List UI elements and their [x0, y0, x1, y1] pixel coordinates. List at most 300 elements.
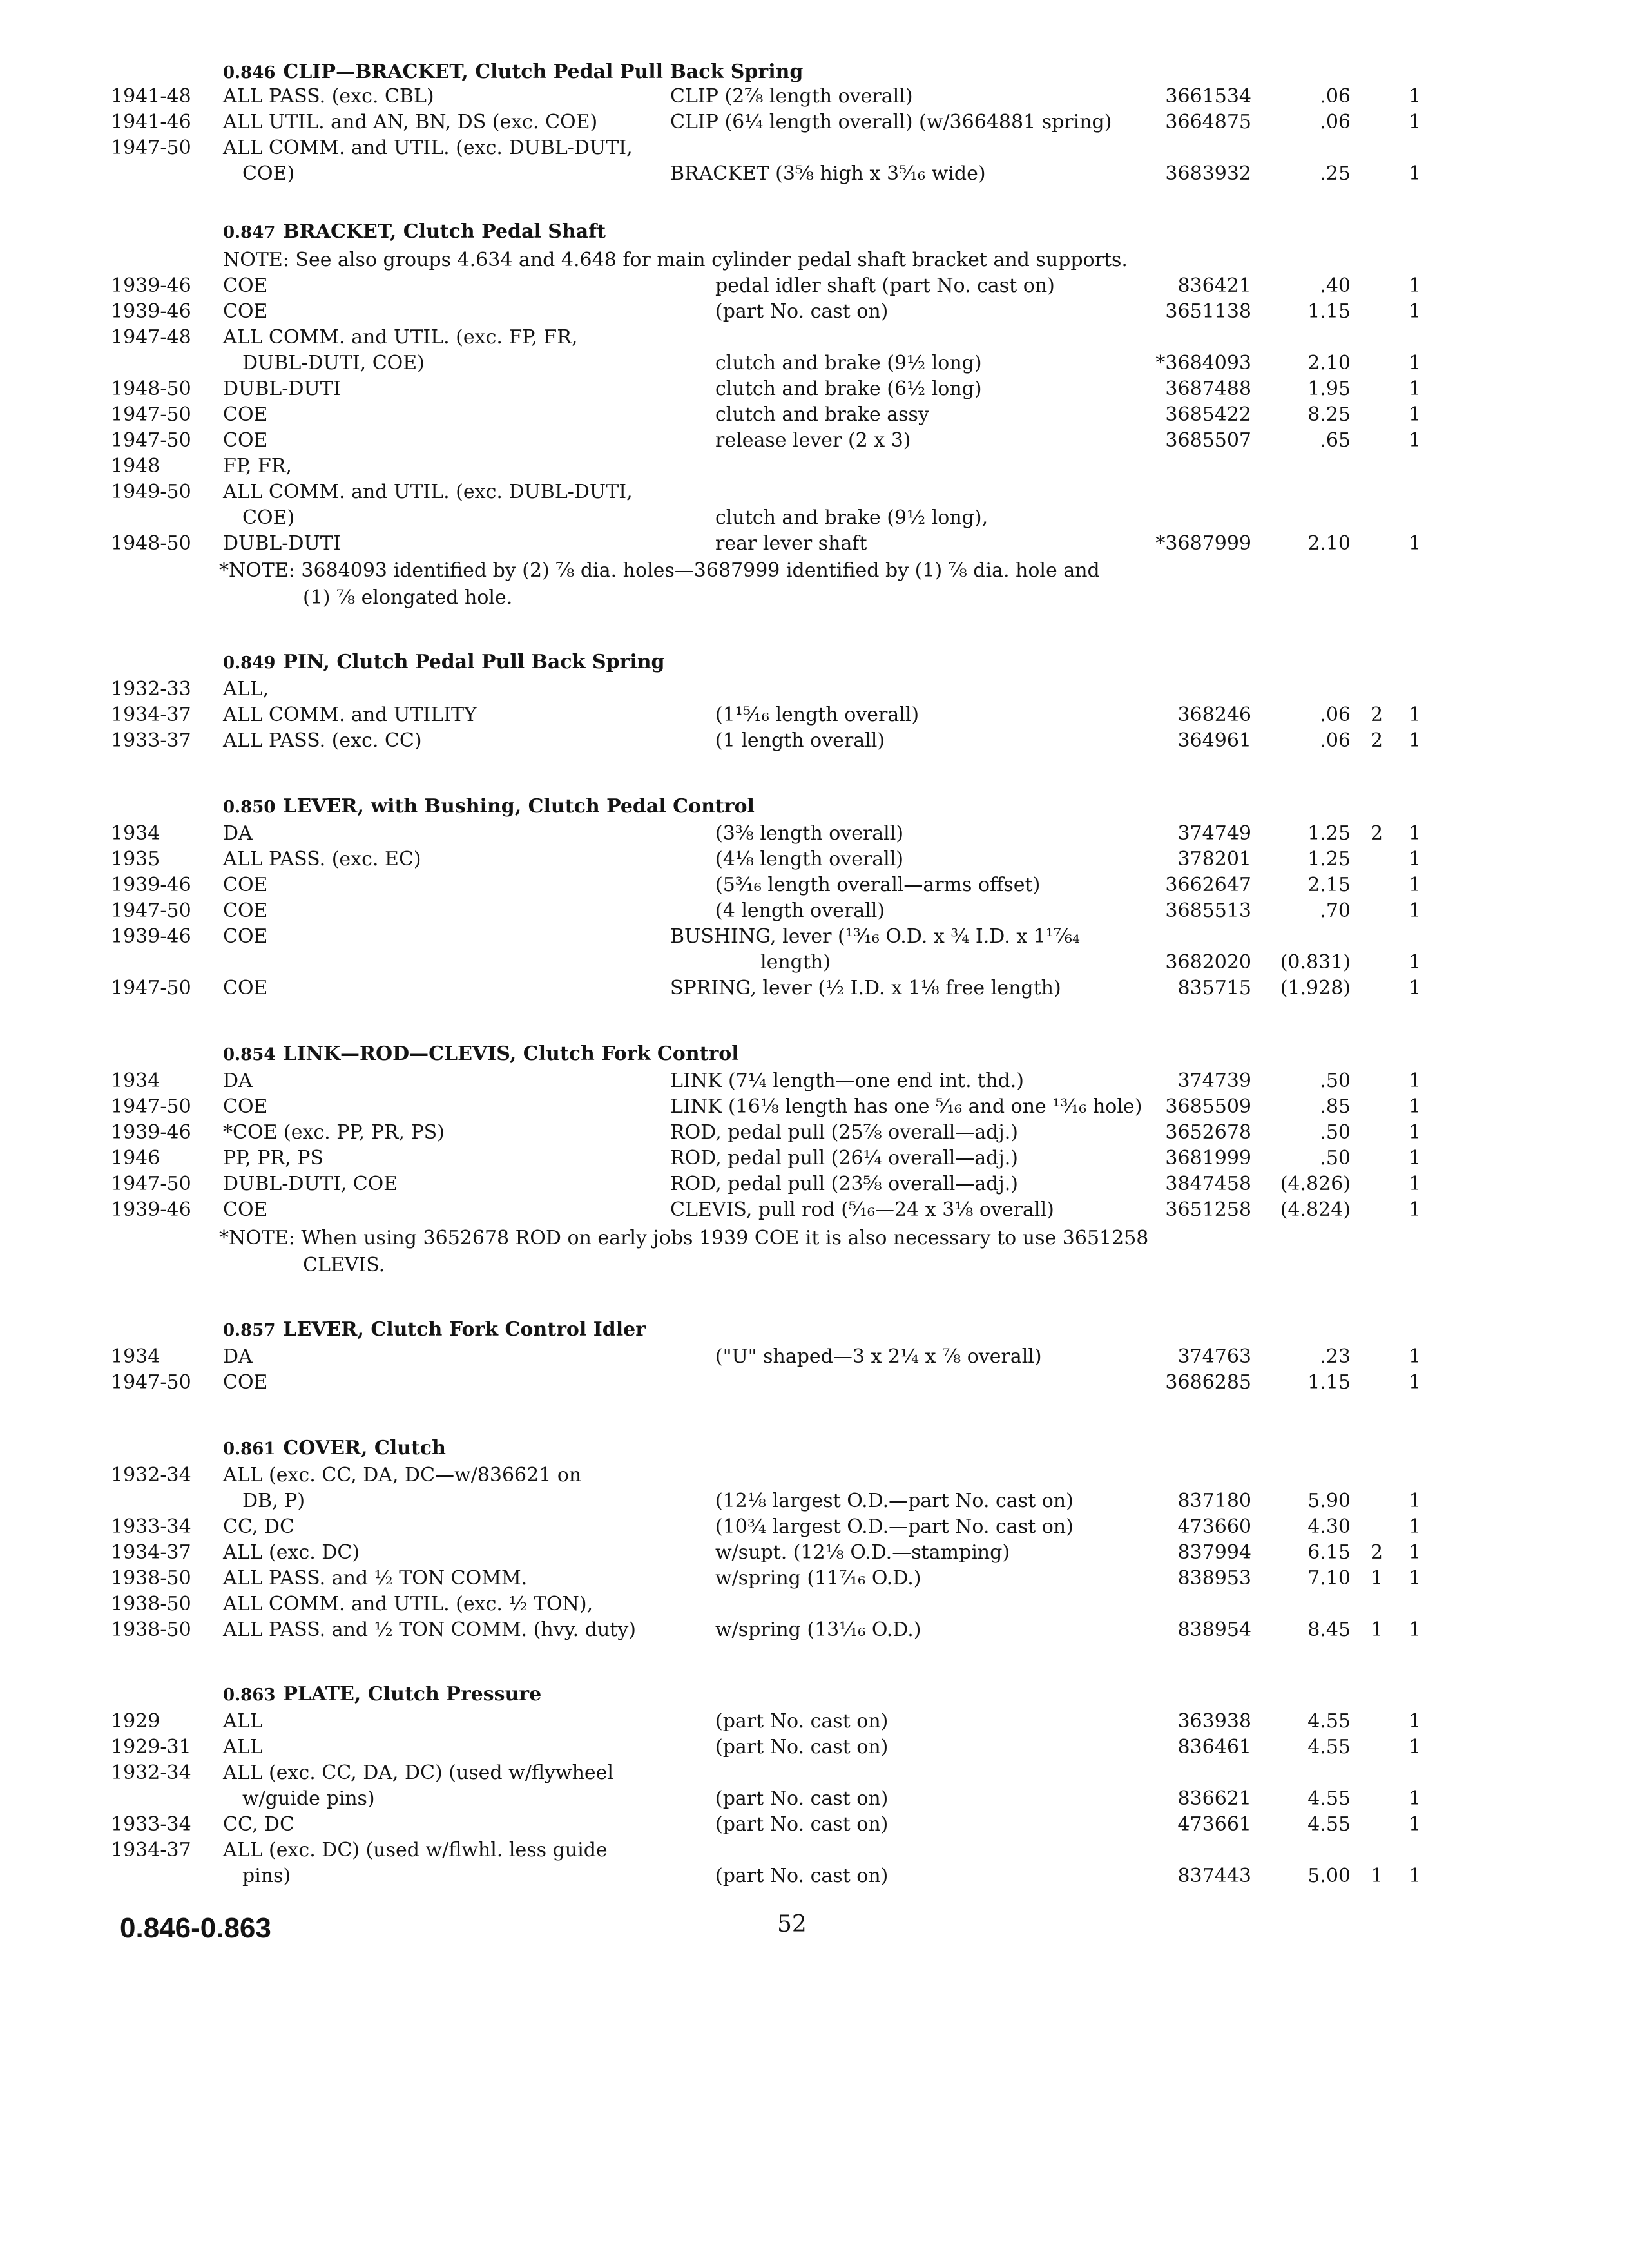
application: ALL COMM. and UTIL. (exc. DUBL-DUTI,: [223, 137, 633, 159]
list-price: 1.15: [1307, 300, 1351, 323]
part-description: CLIP (6¼ length overall) (w/3664881 spring): [670, 111, 1112, 133]
parts-row: [0, 977, 1629, 1003]
application: COE: [223, 874, 268, 896]
quantity-b: 1: [1409, 274, 1422, 297]
part-description: (part No. cast on): [715, 1865, 889, 1887]
section-title: PLATE, Clutch Pressure: [283, 1683, 542, 1706]
part-description: (3⅜ length overall): [715, 822, 904, 845]
section-title: PIN, Clutch Pedal Pull Back Spring: [283, 651, 665, 673]
part-description: ROD, pedal pull (26¼ overall—adj.): [670, 1147, 1018, 1169]
section-number: 0.854: [223, 1045, 276, 1064]
list-price: 4.55: [1307, 1736, 1351, 1758]
section-header: [223, 1437, 446, 1459]
application: ALL (exc. CC, DA, DC—w/836621 on: [223, 1464, 582, 1486]
model-years: 1941-48: [111, 85, 191, 108]
part-number: 378201: [1177, 848, 1251, 870]
model-years: 1949-50: [111, 481, 191, 503]
quantity-b: 1: [1409, 899, 1422, 922]
model-years: 1947-50: [111, 137, 191, 159]
part-description: w/spring (11⁷⁄₁₆ O.D.): [715, 1567, 921, 1590]
model-years: 1947-50: [111, 1173, 191, 1195]
part-number: 363938: [1177, 1710, 1251, 1733]
model-years: 1934: [111, 1345, 160, 1368]
model-years: 1934-37: [111, 1541, 191, 1564]
application: ALL PASS. (exc. EC): [223, 848, 421, 870]
list-price: .06: [1320, 85, 1351, 108]
section-number: 0.846: [223, 63, 276, 82]
part-number: 374739: [1177, 1070, 1251, 1092]
parts-row: [0, 848, 1629, 874]
quantity-b: 1: [1409, 848, 1422, 870]
parts-row: [0, 1121, 1629, 1147]
application: COE: [223, 925, 268, 948]
parts-row: [0, 326, 1629, 352]
parts-row: [0, 1070, 1629, 1095]
quantity-b: 1: [1409, 822, 1422, 845]
parts-row: [0, 162, 1629, 188]
quantity-b: 1: [1409, 704, 1422, 726]
part-number: 3685509: [1165, 1095, 1251, 1118]
part-number: 837180: [1177, 1490, 1251, 1512]
parts-row: [0, 1839, 1629, 1865]
quantity-b: 1: [1409, 1813, 1422, 1836]
quantity-a: 2: [1371, 704, 1383, 726]
parts-row: [0, 1736, 1629, 1762]
list-price: 5.00: [1307, 1865, 1351, 1887]
parts-row: [0, 1095, 1629, 1121]
list-price: .23: [1320, 1345, 1351, 1368]
application: ALL (exc. DC): [223, 1541, 360, 1564]
list-price: 8.25: [1307, 403, 1351, 426]
model-years: 1932-34: [111, 1464, 191, 1486]
quantity-b: 1: [1409, 378, 1422, 400]
quantity-b: 1: [1409, 111, 1422, 133]
part-number: 3685513: [1165, 899, 1251, 922]
list-price: .25: [1320, 162, 1351, 185]
application: COE: [223, 977, 268, 999]
part-number: *3687999: [1155, 532, 1251, 555]
quantity-b: 1: [1409, 1345, 1422, 1368]
quantity-b: 1: [1409, 1619, 1422, 1641]
application: COE): [242, 506, 295, 529]
quantity-b: 1: [1409, 874, 1422, 896]
parts-row: [0, 1490, 1629, 1515]
application: ALL PASS. (exc. CC): [223, 729, 422, 752]
section-header: [223, 1683, 541, 1706]
list-price: .50: [1320, 1070, 1351, 1092]
model-years: 1932-33: [111, 678, 191, 700]
parts-row: [0, 1173, 1629, 1198]
model-years: 1941-46: [111, 111, 191, 133]
quantity-b: 1: [1409, 429, 1422, 452]
quantity-b: 1: [1409, 1787, 1422, 1810]
section-header: [223, 795, 755, 818]
list-price: 1.95: [1307, 378, 1351, 400]
application: COE: [223, 300, 268, 323]
parts-row: [0, 532, 1629, 558]
model-years: 1934: [111, 1070, 160, 1092]
list-price: (1.928): [1280, 977, 1351, 999]
part-number: 837994: [1177, 1541, 1251, 1564]
list-price: 6.15: [1307, 1541, 1351, 1564]
quantity-a: 2: [1371, 822, 1383, 845]
part-description: release lever (2 x 3): [715, 429, 911, 452]
application: COE: [223, 403, 268, 426]
application: ALL: [223, 1736, 263, 1758]
application: w/guide pins): [242, 1787, 375, 1810]
application: ALL PASS. (exc. CBL): [223, 85, 434, 108]
parts-row: [0, 1464, 1629, 1490]
parts-row: [0, 899, 1629, 925]
model-years: 1933-34: [111, 1515, 191, 1538]
part-number: *3684093: [1155, 352, 1251, 374]
application: ALL COMM. and UTIL. (exc. DUBL-DUTI,: [223, 481, 633, 503]
part-description: (part No. cast on): [715, 1787, 889, 1810]
quantity-b: 1: [1409, 1490, 1422, 1512]
quantity-a: 1: [1371, 1865, 1383, 1887]
part-description: (4 length overall): [715, 899, 885, 922]
parts-row: [0, 925, 1629, 951]
application: COE: [223, 429, 268, 452]
parts-row: [0, 1787, 1629, 1813]
part-description: CLEVIS, pull rod (⁵⁄₁₆—24 x 3⅛ overall): [670, 1198, 1054, 1221]
parts-row: [0, 378, 1629, 403]
quantity-a: 1: [1371, 1619, 1383, 1641]
application: ALL COMM. and UTILITY: [223, 704, 477, 726]
section-title: BRACKET, Clutch Pedal Shaft: [283, 220, 606, 243]
application: ALL (exc. DC) (used w/flwhl. less guide: [223, 1839, 608, 1861]
part-number: 374763: [1177, 1345, 1251, 1368]
model-years: 1947-50: [111, 977, 191, 999]
part-number: 473661: [1177, 1813, 1251, 1836]
model-years: 1947-48: [111, 326, 191, 349]
parts-row: [0, 352, 1629, 378]
application: COE): [242, 162, 295, 185]
parts-row: [0, 455, 1629, 481]
section-number: 0.850: [223, 798, 276, 817]
parts-row: [0, 874, 1629, 899]
part-description: rear lever shaft: [715, 532, 867, 555]
parts-row: [0, 729, 1629, 755]
model-years: 1932-34: [111, 1762, 191, 1784]
part-description: pedal idler shaft (part No. cast on): [715, 274, 1055, 297]
part-description: (part No. cast on): [715, 1813, 889, 1836]
application: DA: [223, 1345, 253, 1368]
model-years: 1934-37: [111, 1839, 191, 1861]
parts-row: [0, 1567, 1629, 1593]
part-number: 836421: [1177, 274, 1251, 297]
part-description: clutch and brake (9½ long),: [715, 506, 988, 529]
quantity-b: 1: [1409, 1541, 1422, 1564]
list-price: .50: [1320, 1121, 1351, 1144]
model-years: 1947-50: [111, 1371, 191, 1394]
section-title: LINK—ROD—CLEVIS, Clutch Fork Control: [283, 1043, 739, 1065]
part-description: LINK (7¼ length—one end int. thd.): [670, 1070, 1024, 1092]
model-years: 1938-50: [111, 1567, 191, 1590]
parts-row: [0, 1345, 1629, 1371]
section-number: 0.861: [223, 1439, 276, 1459]
part-number: 3847458: [1165, 1173, 1251, 1195]
part-number: 473660: [1177, 1515, 1251, 1538]
part-number: 3651138: [1165, 300, 1251, 323]
model-years: 1946: [111, 1147, 160, 1169]
application: DUBL-DUTI, COE: [223, 1173, 398, 1195]
part-description: ("U" shaped—3 x 2¼ x ⅞ overall): [715, 1345, 1042, 1368]
quantity-b: 1: [1409, 85, 1422, 108]
parts-row: [0, 403, 1629, 429]
list-price: 1.15: [1307, 1371, 1351, 1394]
application: COE: [223, 274, 268, 297]
section-header: [223, 220, 606, 243]
quantity-b: 1: [1409, 1070, 1422, 1092]
parts-row: [0, 1515, 1629, 1541]
part-description: w/supt. (12⅛ O.D.—stamping): [715, 1541, 1010, 1564]
part-number: 3664875: [1165, 111, 1251, 133]
section-header: [223, 1043, 739, 1065]
page-number: 52: [777, 1911, 807, 1937]
model-years: 1948-50: [111, 532, 191, 555]
list-price: 1.25: [1307, 822, 1351, 845]
parts-row: [0, 1865, 1629, 1890]
quantity-b: 1: [1409, 1198, 1422, 1221]
part-number: 364961: [1177, 729, 1251, 752]
list-price: 2.10: [1307, 352, 1351, 374]
list-price: .06: [1320, 704, 1351, 726]
parts-row: [0, 704, 1629, 729]
application: ALL UTIL. and AN, BN, DS (exc. COE): [223, 111, 598, 133]
model-years: 1947-50: [111, 1095, 191, 1118]
parts-row: [0, 1147, 1629, 1173]
application: DUBL-DUTI: [223, 378, 341, 400]
part-description: w/spring (13¹⁄₁₆ O.D.): [715, 1619, 921, 1641]
model-years: 1939-46: [111, 925, 191, 948]
section-title: COVER, Clutch: [283, 1437, 446, 1459]
list-price: .06: [1320, 111, 1351, 133]
part-description: (5³⁄₁₆ length overall—arms offset): [715, 874, 1041, 896]
part-description: length): [760, 951, 831, 974]
section-header: [223, 61, 803, 83]
quantity-b: 1: [1409, 729, 1422, 752]
part-number: 3651258: [1165, 1198, 1251, 1221]
parts-row: [0, 1371, 1629, 1397]
list-price: 5.90: [1307, 1490, 1351, 1512]
application: ALL (exc. CC, DA, DC) (used w/flywheel: [223, 1762, 614, 1784]
list-price: (0.831): [1280, 951, 1351, 974]
application: PP, PR, PS: [223, 1147, 323, 1169]
application: DB, P): [242, 1490, 305, 1512]
list-price: .65: [1320, 429, 1351, 452]
application: ALL PASS. and ½ TON COMM. (hvy. duty): [223, 1619, 636, 1641]
parts-row: [0, 1762, 1629, 1787]
list-price: 4.55: [1307, 1787, 1351, 1810]
parts-row: [0, 822, 1629, 848]
quantity-b: 1: [1409, 1147, 1422, 1169]
part-description: (1¹⁵⁄₁₆ length overall): [715, 704, 920, 726]
part-description: clutch and brake (9½ long): [715, 352, 982, 374]
part-description: BRACKET (3⅝ high x 3⁵⁄₁₆ wide): [670, 162, 986, 185]
parts-row: [0, 1593, 1629, 1619]
model-years: 1947-50: [111, 899, 191, 922]
model-years: 1933-34: [111, 1813, 191, 1836]
parts-row: [0, 137, 1629, 162]
part-number: 3681999: [1165, 1147, 1251, 1169]
section-number: 0.849: [223, 653, 276, 673]
model-years: 1939-46: [111, 274, 191, 297]
part-number: 3685422: [1165, 403, 1251, 426]
list-price: 2.10: [1307, 532, 1351, 555]
list-price: 2.15: [1307, 874, 1351, 896]
application: FP, FR,: [223, 455, 292, 477]
application: ALL: [223, 1710, 263, 1733]
section-note: NOTE: See also groups 4.634 and 4.648 for main cylinder pedal shaft bracket and supports.: [223, 249, 1128, 271]
part-number: 837443: [1177, 1865, 1251, 1887]
part-number: 3661534: [1165, 85, 1251, 108]
list-price: .06: [1320, 729, 1351, 752]
quantity-b: 1: [1409, 1567, 1422, 1590]
model-years: 1939-46: [111, 874, 191, 896]
model-years: 1933-37: [111, 729, 191, 752]
part-description: ROD, pedal pull (23⅝ overall—adj.): [670, 1173, 1018, 1195]
part-number: 3683932: [1165, 162, 1251, 185]
parts-row: [0, 1813, 1629, 1839]
part-description: clutch and brake assy: [715, 403, 929, 426]
list-price: 4.55: [1307, 1813, 1351, 1836]
model-years: 1947-50: [111, 403, 191, 426]
quantity-b: 1: [1409, 1736, 1422, 1758]
part-number: 3685507: [1165, 429, 1251, 452]
quantity-b: 1: [1409, 1865, 1422, 1887]
application: *COE (exc. PP, PR, PS): [223, 1121, 445, 1144]
application: DUBL-DUTI: [223, 532, 341, 555]
part-number: 838954: [1177, 1619, 1251, 1641]
list-price: (4.826): [1280, 1173, 1351, 1195]
model-years: 1934-37: [111, 704, 191, 726]
application: ALL COMM. and UTIL. (exc. FP, FR,: [223, 326, 578, 349]
section-footnote: CLEVIS.: [303, 1254, 385, 1276]
quantity-b: 1: [1409, 162, 1422, 185]
list-price: 4.30: [1307, 1515, 1351, 1538]
part-description: (4⅛ length overall): [715, 848, 904, 870]
list-price: 8.45: [1307, 1619, 1351, 1641]
part-number: 374749: [1177, 822, 1251, 845]
quantity-b: 1: [1409, 1515, 1422, 1538]
quantity-b: 1: [1409, 532, 1422, 555]
parts-row: [0, 1198, 1629, 1224]
model-years: 1929-31: [111, 1736, 191, 1758]
model-years: 1948-50: [111, 378, 191, 400]
quantity-b: 1: [1409, 1371, 1422, 1394]
quantity-a: 1: [1371, 1567, 1383, 1590]
section-footnote: *NOTE: 3684093 identified by (2) ⅞ dia. holes—3687999 identified by (1) ⅞ dia. hole and: [219, 559, 1100, 582]
application: ALL COMM. and UTIL. (exc. ½ TON),: [223, 1593, 593, 1615]
quantity-b: 1: [1409, 1710, 1422, 1733]
parts-row: [0, 506, 1629, 532]
application: COE: [223, 899, 268, 922]
part-description: (part No. cast on): [715, 1736, 889, 1758]
section-number: 0.857: [223, 1321, 276, 1340]
list-price: .40: [1320, 274, 1351, 297]
section-title: LEVER, Clutch Fork Control Idler: [283, 1318, 646, 1341]
model-years: 1938-50: [111, 1619, 191, 1641]
application: DA: [223, 822, 253, 845]
part-number: 3662647: [1165, 874, 1251, 896]
part-number: 3652678: [1165, 1121, 1251, 1144]
parts-row: [0, 274, 1629, 300]
part-number: 838953: [1177, 1567, 1251, 1590]
part-description: (10¾ largest O.D.—part No. cast on): [715, 1515, 1074, 1538]
list-price: .50: [1320, 1147, 1351, 1169]
parts-row: [0, 111, 1629, 137]
part-number: 836621: [1177, 1787, 1251, 1810]
parts-row: [0, 481, 1629, 506]
section-number: 0.863: [223, 1686, 276, 1705]
list-price: .85: [1320, 1095, 1351, 1118]
quantity-b: 1: [1409, 977, 1422, 999]
section-header: [223, 1318, 646, 1341]
part-description: clutch and brake (6½ long): [715, 378, 982, 400]
application: CC, DC: [223, 1515, 294, 1538]
list-price: .70: [1320, 899, 1351, 922]
quantity-b: 1: [1409, 352, 1422, 374]
part-number: 836461: [1177, 1736, 1251, 1758]
part-description: (part No. cast on): [715, 300, 889, 323]
application: ALL,: [223, 678, 269, 700]
section-header: [223, 651, 665, 673]
part-description: CLIP (2⅞ length overall): [670, 85, 913, 108]
model-years: 1948: [111, 455, 160, 477]
model-years: 1939-46: [111, 300, 191, 323]
application: DA: [223, 1070, 253, 1092]
model-years: 1935: [111, 848, 160, 870]
application: COE: [223, 1095, 268, 1118]
parts-row: [0, 1619, 1629, 1644]
part-description: SPRING, lever (½ I.D. x 1⅛ free length): [670, 977, 1061, 999]
model-years: 1947-50: [111, 429, 191, 452]
footer-group-range: 0.846-0.863: [120, 1912, 271, 1944]
quantity-a: 2: [1371, 1541, 1383, 1564]
parts-row: [0, 300, 1629, 326]
application: DUBL-DUTI, COE): [242, 352, 425, 374]
quantity-b: 1: [1409, 951, 1422, 974]
part-description: (part No. cast on): [715, 1710, 889, 1733]
part-number: 3686285: [1165, 1371, 1251, 1394]
quantity-a: 2: [1371, 729, 1383, 752]
list-price: 7.10: [1307, 1567, 1351, 1590]
section-title: LEVER, with Bushing, Clutch Pedal Control: [283, 795, 755, 818]
application: COE: [223, 1198, 268, 1221]
model-years: 1939-46: [111, 1121, 191, 1144]
part-description: BUSHING, lever (¹³⁄₁₆ O.D. x ¾ I.D. x 1¹⁷⁄₆₄: [670, 925, 1080, 948]
part-description: (12⅛ largest O.D.—part No. cast on): [715, 1490, 1074, 1512]
application: CC, DC: [223, 1813, 294, 1836]
application: COE: [223, 1371, 268, 1394]
list-price: 4.55: [1307, 1710, 1351, 1733]
parts-row: [0, 85, 1629, 111]
section-footnote: *NOTE: When using 3652678 ROD on early jobs 1939 COE it is also necessary to use 3651258: [219, 1227, 1149, 1249]
part-number: 3682020: [1165, 951, 1251, 974]
application: pins): [242, 1865, 291, 1887]
model-years: 1934: [111, 822, 160, 845]
quantity-b: 1: [1409, 1121, 1422, 1144]
part-number: 368246: [1177, 704, 1251, 726]
list-price: (4.824): [1280, 1198, 1351, 1221]
part-description: LINK (16⅛ length has one ⁵⁄₁₆ and one ¹³⁄₁₆ hole): [670, 1095, 1142, 1118]
quantity-b: 1: [1409, 300, 1422, 323]
parts-row: [0, 951, 1629, 977]
quantity-b: 1: [1409, 1095, 1422, 1118]
quantity-b: 1: [1409, 403, 1422, 426]
section-number: 0.847: [223, 223, 276, 242]
